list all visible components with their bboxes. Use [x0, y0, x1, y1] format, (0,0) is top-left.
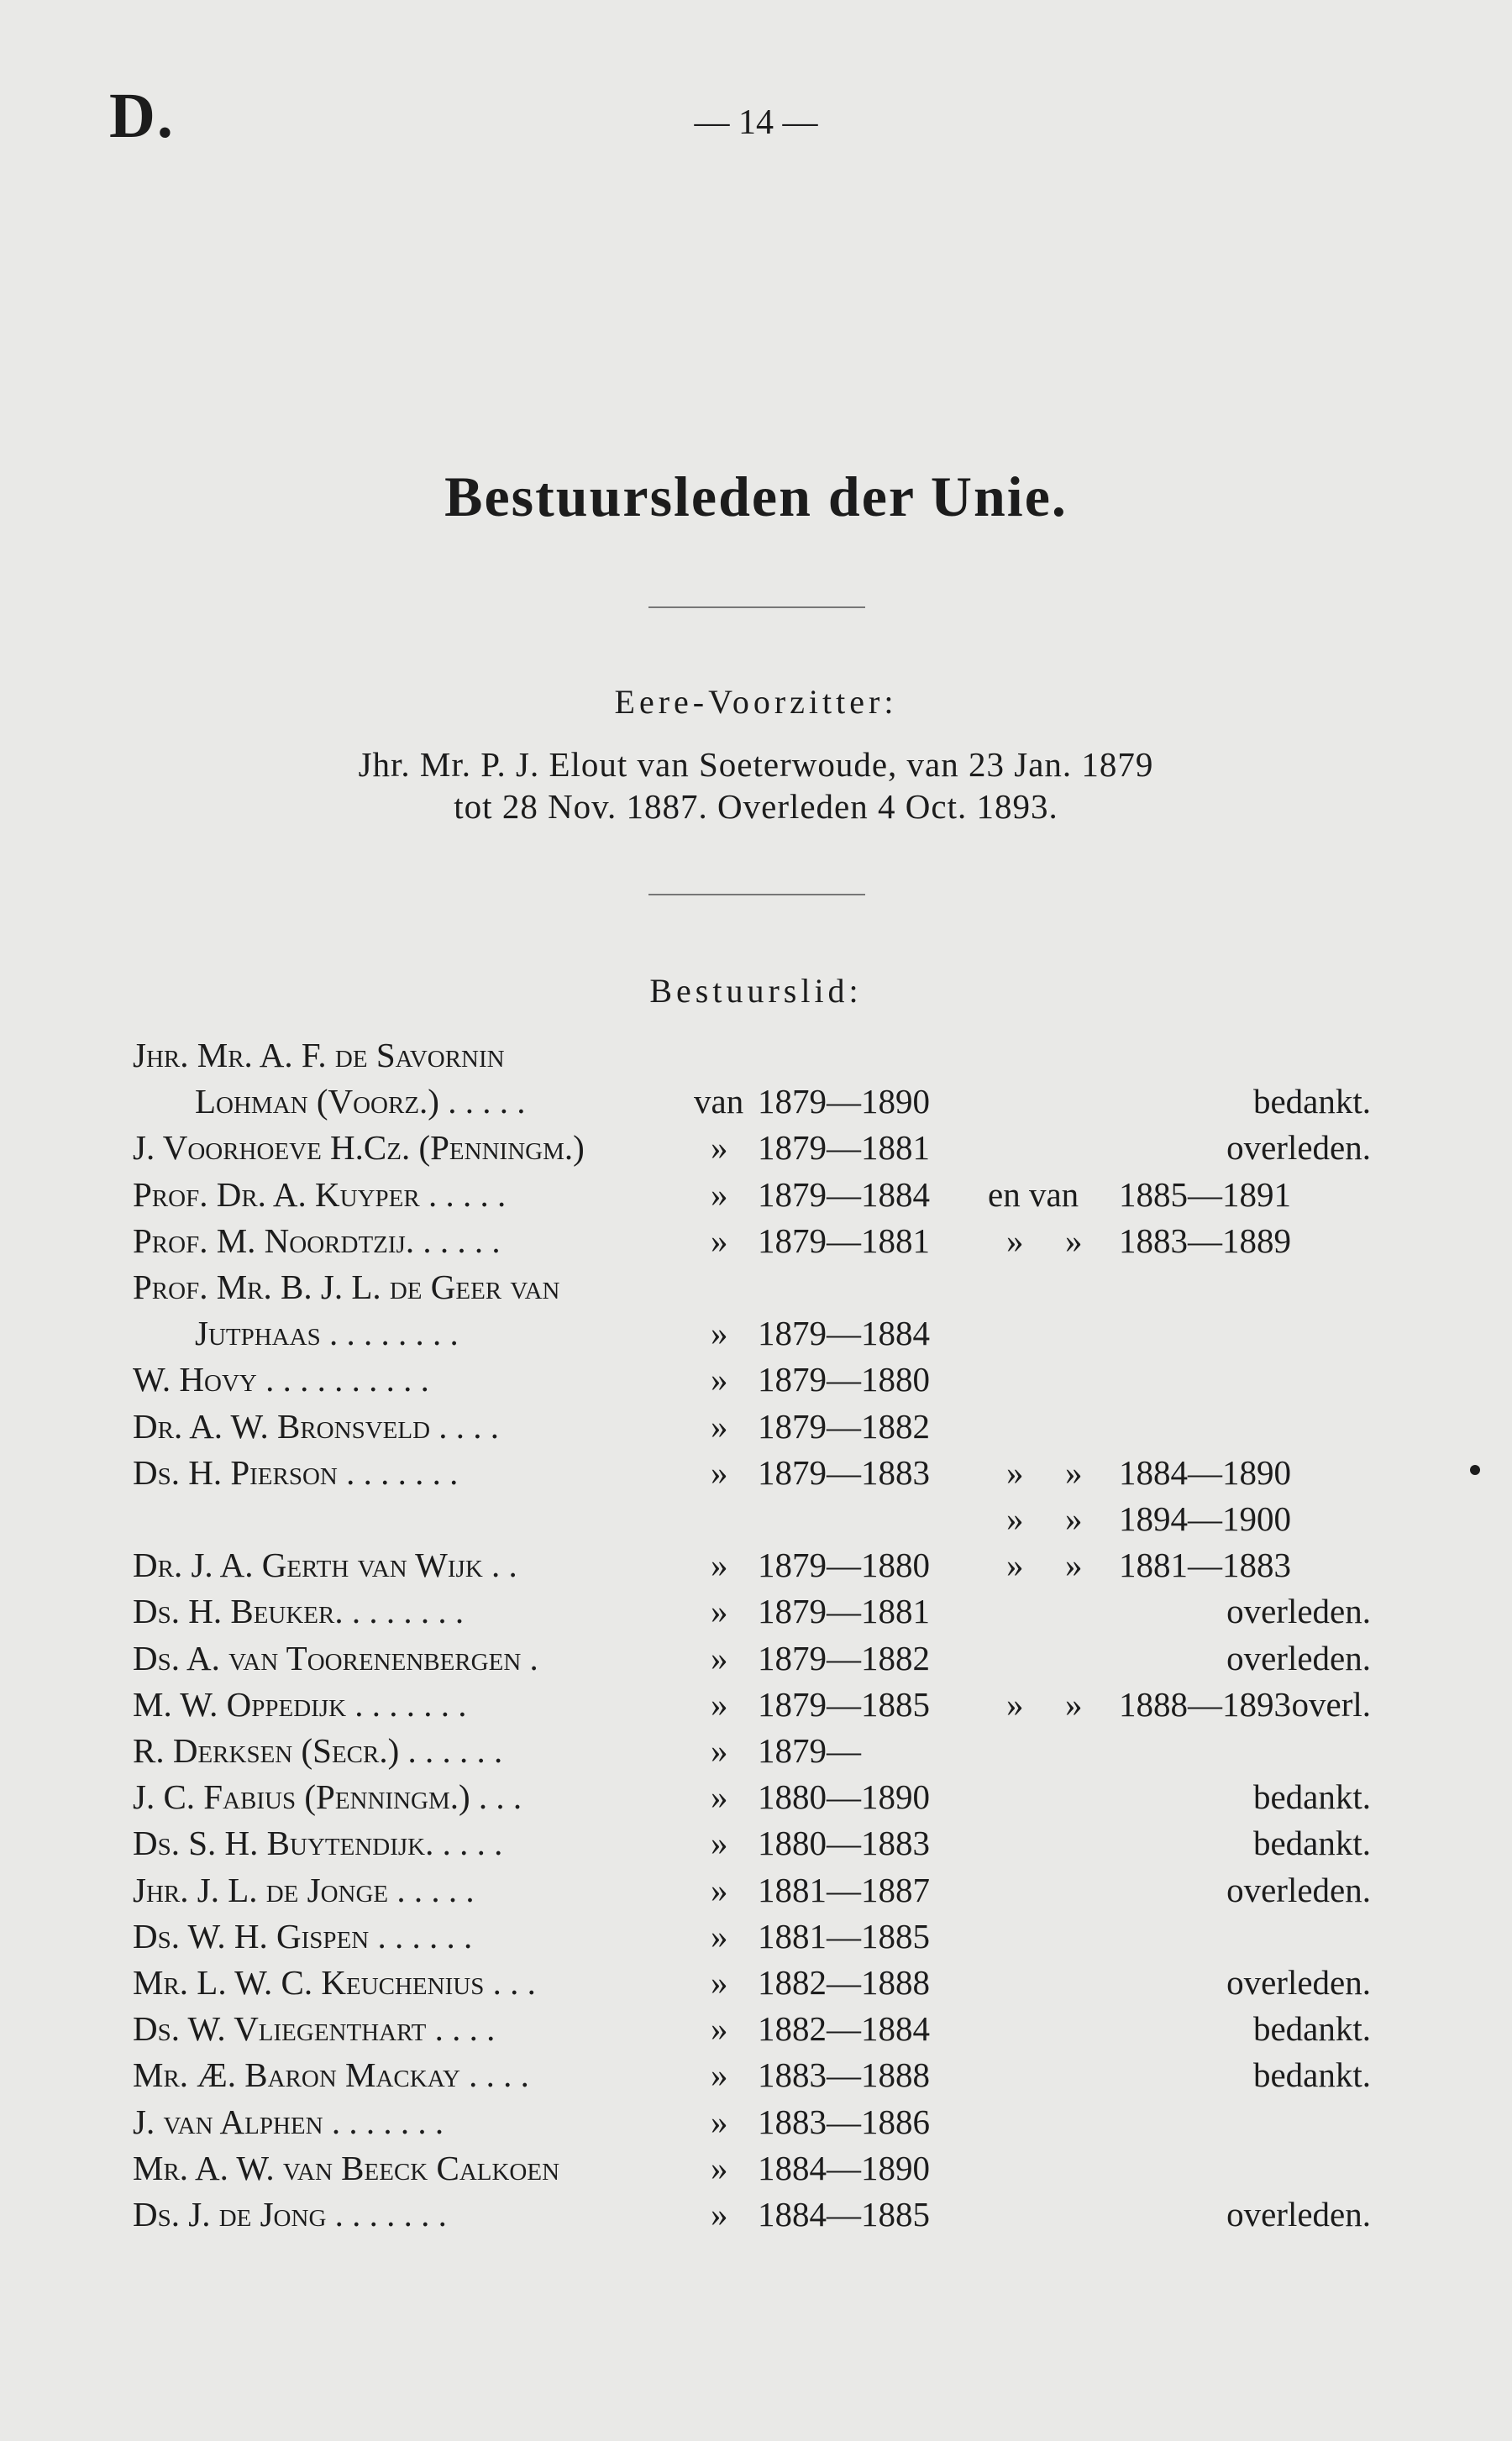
- second-term-years: 1894—1900: [1119, 1499, 1291, 1538]
- member-name: Prof. M. Noordtzij. . . . . .: [133, 1221, 501, 1260]
- second-term-years: 1883—1889: [1119, 1221, 1291, 1260]
- term-years: 1881—1885: [758, 1917, 930, 1955]
- member-name: Prof. Mr. B. J. L. de Geer van: [133, 1268, 560, 1306]
- member-status: bedankt.: [1252, 2009, 1371, 2048]
- member-name: Ds. H. Beuker. . . . . . . .: [133, 1592, 465, 1630]
- member-row: [0, 1823, 1512, 1869]
- term-years: 1883—1886: [758, 2102, 930, 2141]
- member-status: overleden.: [1226, 2195, 1371, 2234]
- ditto-mark: »: [711, 1453, 728, 1492]
- ditto-mark: »: [711, 1824, 728, 1862]
- term-years: 1879—: [758, 1731, 861, 1770]
- member-name: Ds. W. H. Gispen . . . . . .: [133, 1917, 473, 1955]
- term-years: 1879—1880: [758, 1360, 930, 1399]
- member-status: overleden.: [1226, 1963, 1371, 2002]
- page-number: — 14 —: [694, 103, 818, 142]
- term-years: 1884—1890: [758, 2149, 930, 2187]
- member-name: Mr. L. W. C. Keuchenius . . .: [133, 1963, 536, 2002]
- ditto-mark: »: [711, 1639, 728, 1677]
- ditto-mark: »: [1006, 1499, 1024, 1538]
- member-name: Ds. W. Vliegenthart . . . .: [133, 2009, 496, 2048]
- member-row: [0, 1870, 1512, 1916]
- member-row: [0, 2008, 1512, 2055]
- ditto-mark: »: [711, 2102, 728, 2141]
- term-years: 1882—1884: [758, 2009, 930, 2048]
- member-row: [0, 1267, 1512, 1313]
- member-name: R. Derksen (Secr.) . . . . . .: [133, 1731, 503, 1770]
- member-status: bedankt.: [1252, 1824, 1371, 1862]
- member-row: [0, 1591, 1512, 1637]
- second-term-years: 1884—1890: [1119, 1453, 1291, 1492]
- ditto-mark: »: [711, 1360, 728, 1399]
- member-row: [0, 1684, 1512, 1730]
- member-status: overleden.: [1226, 1639, 1371, 1677]
- ditto-mark: »: [1065, 1685, 1083, 1724]
- member-name: Mr. Æ. Baron Mackay . . . .: [133, 2055, 529, 2094]
- member-row: [0, 2055, 1512, 2101]
- term-years: 1879—1881: [758, 1221, 930, 1260]
- ditto-mark: »: [711, 1777, 728, 1816]
- member-row: [0, 1406, 1512, 1452]
- second-term-years: 1881—1883: [1119, 1546, 1291, 1584]
- member-row: [0, 1962, 1512, 2008]
- member-row: [0, 1081, 1512, 1127]
- term-years: 1879—1883: [758, 1453, 930, 1492]
- term-years: 1879—1884: [758, 1175, 930, 1214]
- member-status: overl.: [1291, 1685, 1371, 1724]
- term-connector: en van: [988, 1175, 1079, 1214]
- ditto-mark: »: [711, 1685, 728, 1724]
- term-years: 1879—1881: [758, 1592, 930, 1630]
- divider: [648, 606, 865, 608]
- ditto-mark: »: [1065, 1499, 1083, 1538]
- member-row: [0, 1638, 1512, 1684]
- member-name: Mr. A. W. van Beeck Calkoen: [133, 2149, 560, 2187]
- term-years: 1879—1882: [758, 1407, 930, 1446]
- term-years: 1879—1881: [758, 1128, 930, 1167]
- ditto-mark: »: [711, 1592, 728, 1630]
- member-row: [0, 1499, 1512, 1545]
- divider: [648, 894, 865, 895]
- ditto-mark: »: [711, 2195, 728, 2234]
- member-row: [0, 1127, 1512, 1173]
- honorary-chair-heading: Eere-Voorzitter:: [614, 683, 898, 721]
- member-row: [0, 1174, 1512, 1220]
- term-years: 1879—1880: [758, 1546, 930, 1584]
- member-name: Jhr. J. L. de Jonge . . . . .: [133, 1871, 475, 1909]
- ditto-mark: »: [711, 1546, 728, 1584]
- member-name: M. W. Oppedijk . . . . . . .: [133, 1685, 467, 1724]
- member-row: [0, 1313, 1512, 1359]
- member-row: [0, 2194, 1512, 2240]
- members-heading: Bestuurslid:: [649, 972, 863, 1010]
- second-term-years: 1885—1891: [1119, 1175, 1291, 1214]
- member-status: overleden.: [1226, 1871, 1371, 1909]
- member-name: Lohman (Voorz.) . . . . .: [195, 1082, 526, 1121]
- member-row: [0, 1777, 1512, 1823]
- ditto-mark: »: [711, 1917, 728, 1955]
- member-row: [0, 1359, 1512, 1405]
- member-name: Dr. A. W. Bronsveld . . . .: [133, 1407, 500, 1446]
- member-name: J. Voorhoeve H.Cz. (Penningm.): [133, 1128, 585, 1167]
- ditto-mark: »: [711, 1407, 728, 1446]
- ditto-mark: »: [711, 1314, 728, 1352]
- member-name: Ds. H. Pierson . . . . . . .: [133, 1453, 459, 1492]
- member-row: [0, 1916, 1512, 1962]
- term-years: 1883—1888: [758, 2055, 930, 2094]
- ditto-mark: »: [1006, 1453, 1024, 1492]
- term-years: 1884—1885: [758, 2195, 930, 2234]
- term-years: 1881—1887: [758, 1871, 930, 1909]
- ditto-mark: »: [1065, 1453, 1083, 1492]
- ditto-mark: »: [711, 1175, 728, 1214]
- term-years: 1879—1890: [758, 1082, 930, 1121]
- member-name: Ds. J. de Jong . . . . . . .: [133, 2195, 447, 2234]
- member-row: [0, 1730, 1512, 1777]
- member-name: Dr. J. A. Gerth van Wijk . .: [133, 1546, 517, 1584]
- honorary-chair-line-2: tot 28 Nov. 1887. Overleden 4 Oct. 1893.: [454, 787, 1058, 826]
- ditto-mark: »: [1006, 1221, 1024, 1260]
- member-name: Jhr. Mr. A. F. de Savornin: [133, 1036, 505, 1074]
- page-title: Bestuursleden der Unie.: [444, 465, 1068, 528]
- ditto-mark: »: [1065, 1546, 1083, 1584]
- member-status: bedankt.: [1252, 1082, 1371, 1121]
- ditto-mark: »: [711, 2009, 728, 2048]
- member-status: overleden.: [1226, 1128, 1371, 1167]
- member-name: W. Hovy . . . . . . . . . .: [133, 1360, 429, 1399]
- member-status: bedankt.: [1252, 2055, 1371, 2094]
- term-years: 1879—1885: [758, 1685, 930, 1724]
- ditto-mark: »: [1006, 1546, 1024, 1584]
- term-years: 1882—1888: [758, 1963, 930, 2002]
- honorary-chair-line-1: Jhr. Mr. P. J. Elout van Soeterwoude, van 23 Jan. 1879: [358, 745, 1154, 784]
- member-row: [0, 1452, 1512, 1499]
- stray-ink-dot: [1470, 1465, 1480, 1475]
- ditto-mark: »: [1006, 1685, 1024, 1724]
- second-term-years: 1888—1893: [1119, 1685, 1291, 1724]
- ditto-mark: »: [711, 1731, 728, 1770]
- member-name: J. C. Fabius (Penningm.) . . .: [133, 1777, 522, 1816]
- member-name: Prof. Dr. A. Kuyper . . . . .: [133, 1175, 507, 1214]
- ditto-mark: »: [1065, 1221, 1083, 1260]
- member-row: [0, 1545, 1512, 1591]
- ditto-mark: van: [694, 1082, 744, 1121]
- ditto-mark: »: [711, 1128, 728, 1167]
- member-name: Jutphaas . . . . . . . .: [195, 1314, 459, 1352]
- member-row: [0, 2148, 1512, 2194]
- member-status: overleden.: [1226, 1592, 1371, 1630]
- member-name: Ds. S. H. Buytendijk. . . . .: [133, 1824, 503, 1862]
- ditto-mark: »: [711, 1963, 728, 2002]
- member-row: [0, 1220, 1512, 1267]
- member-status: bedankt.: [1252, 1777, 1371, 1816]
- ditto-mark: »: [711, 2149, 728, 2187]
- term-years: 1880—1890: [758, 1777, 930, 1816]
- ditto-mark: »: [711, 1221, 728, 1260]
- ditto-mark: »: [711, 1871, 728, 1909]
- member-name: Ds. A. van Toorenenbergen .: [133, 1639, 538, 1677]
- term-years: 1879—1884: [758, 1314, 930, 1352]
- member-row: [0, 1035, 1512, 1081]
- ditto-mark: »: [711, 2055, 728, 2094]
- member-name: J. van Alphen . . . . . . .: [133, 2102, 444, 2141]
- term-years: 1880—1883: [758, 1824, 930, 1862]
- section-letter: D.: [109, 81, 175, 151]
- member-row: [0, 2102, 1512, 2148]
- term-years: 1879—1882: [758, 1639, 930, 1677]
